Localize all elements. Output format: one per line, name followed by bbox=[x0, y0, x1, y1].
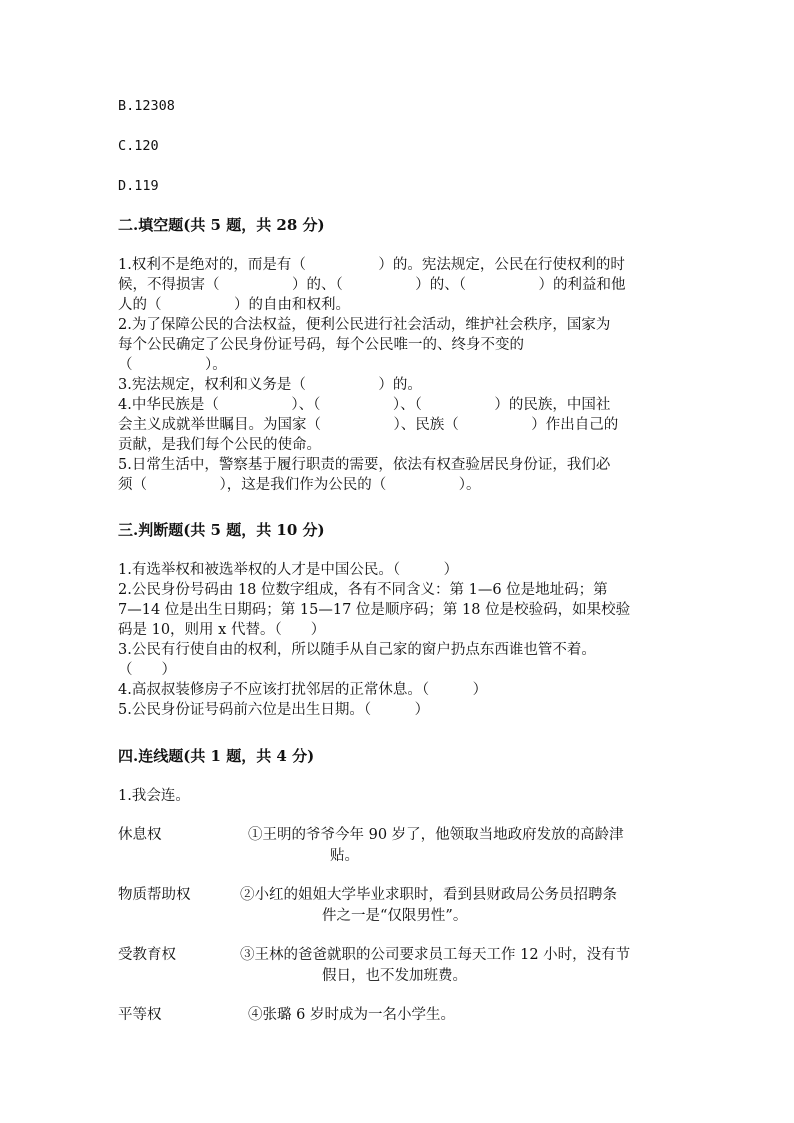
match-right-item: ④张璐 6 岁时成为一名小学生。 bbox=[248, 1007, 455, 1023]
match-left-item: 平等权 bbox=[118, 1007, 162, 1023]
text-line: 贡献，是我们每个公民的使命。 bbox=[118, 437, 321, 453]
text-line: 3.公民有行使自由的权利，所以随手从自己家的窗户扔点东西谁也管不着。 bbox=[118, 642, 596, 658]
match-left-item: 物质帮助权 bbox=[118, 887, 191, 903]
text-line: 每个公民确定了公民身份证号码，每个公民唯一的、终身不变的 bbox=[118, 337, 524, 353]
section-heading-fill-blank: 二.填空题(共 5 题，共 28 分) bbox=[118, 216, 325, 234]
text-line: （ ）。 bbox=[118, 357, 227, 373]
text-line: 1.有选举权和被选举权的人才是中国公民。（ ） bbox=[118, 562, 459, 578]
section-heading-true-false: 三.判断题(共 5 题，共 10 分) bbox=[118, 521, 325, 539]
fill-blank-questions bbox=[118, 255, 678, 495]
match-right-item-cont: 假日，也不发加班费。 bbox=[322, 968, 467, 984]
match-right-item-cont: 贴。 bbox=[330, 848, 359, 864]
option-d: D.119 bbox=[118, 178, 159, 194]
match-left-item: 休息权 bbox=[118, 827, 162, 843]
text-line: 5.公民身份证号码前六位是出生日期。（ ） bbox=[118, 702, 430, 718]
text-line: 人的（ ）的自由和权利。 bbox=[118, 297, 350, 313]
match-right-item-cont: 件之一是“仅限男性”。 bbox=[322, 908, 468, 924]
match-left-item: 受教育权 bbox=[118, 947, 176, 963]
text-line: 2.公民身份号码由 18 位数字组成，各有不同含义：第 1—6 位是地址码；第 bbox=[118, 582, 608, 598]
option-b: B.12308 bbox=[118, 98, 175, 114]
text-line: 1.权利不是绝对的，而是有（ ）的。宪法规定，公民在行使权利的时 bbox=[118, 257, 625, 273]
text-line: 候，不得损害（ ）的、（ ）的、（ ）的利益和他 bbox=[118, 277, 626, 293]
option-c: C.120 bbox=[118, 138, 159, 154]
text-line: 5.日常生活中，警察基于履行职责的需要，依法有权查验居民身份证，我们必 bbox=[118, 457, 611, 473]
match-right-item: ③王林的爸爸就职的公司要求员工每天工作 12 小时，没有节 bbox=[240, 947, 631, 963]
text-line: 2.为了保障公民的合法权益，便利公民进行社会活动，维护社会秩序，国家为 bbox=[118, 317, 611, 333]
text-line: 须（ ），这是我们作为公民的（ ）。 bbox=[118, 477, 481, 493]
true-false-questions bbox=[118, 560, 678, 720]
text-line: 4.高叔叔装修房子不应该打扰邻居的正常休息。（ ） bbox=[118, 682, 488, 698]
section-heading-matching: 四.连线题(共 1 题，共 4 分) bbox=[118, 747, 315, 765]
text-line: 码是 10，则用 x 代替。（ ） bbox=[118, 622, 326, 638]
text-line: 3.宪法规定，权利和义务是（ ）的。 bbox=[118, 377, 422, 393]
matching-question: 1.我会连。 bbox=[118, 788, 190, 804]
match-right-item: ②小红的姐姐大学毕业求职时，看到县财政局公务员招聘条 bbox=[240, 887, 617, 903]
text-line: 会主义成就举世瞩目。为国家（ ）、民族（ ）作出自己的 bbox=[118, 417, 619, 433]
match-right-item: ①王明的爷爷今年 90 岁了，他领取当地政府发放的高龄津 bbox=[248, 827, 624, 843]
text-line: 4.中华民族是（ ）、（ ）、（ ）的民族，中国社 bbox=[118, 397, 611, 413]
text-line: 7—14 位是出生日期码；第 15—17 位是顺序码；第 18 位是校验码，如果校验 bbox=[118, 602, 631, 618]
text-line: （ ） bbox=[118, 662, 176, 678]
